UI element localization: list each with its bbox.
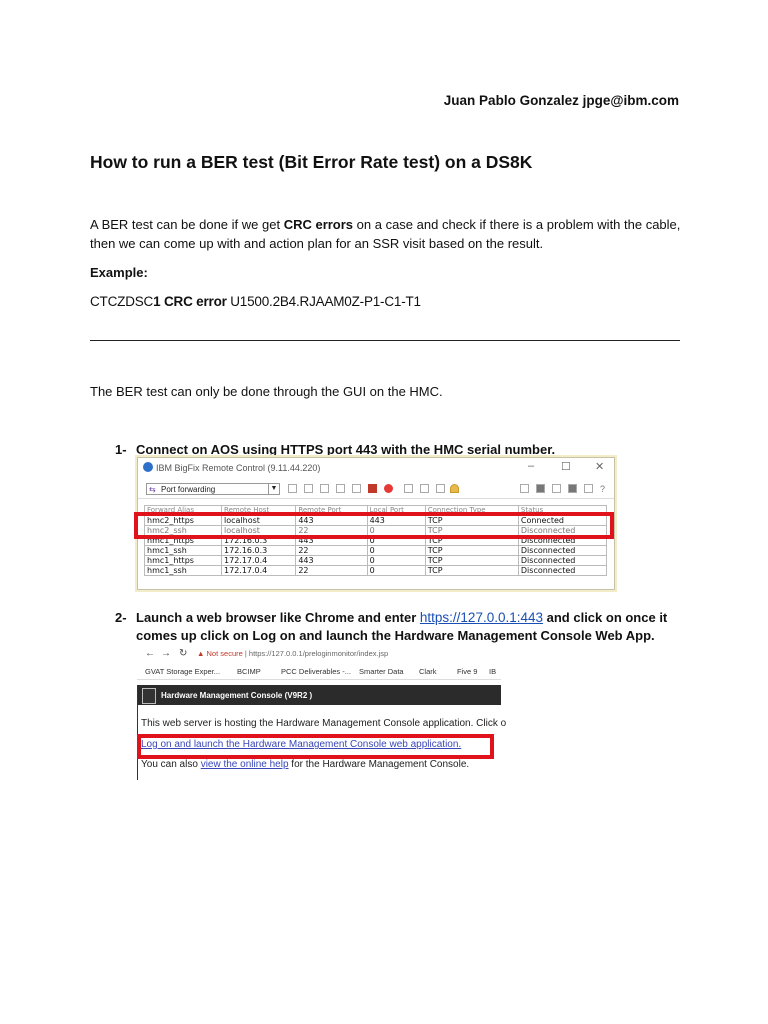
toolbar-icon[interactable] <box>536 484 545 493</box>
column-header[interactable]: Connection Type <box>425 506 518 516</box>
highlight-logon-link <box>137 734 494 759</box>
hmc-header: Hardware Management Console (V9R2 ) <box>137 685 501 705</box>
ber-gui-note: The BER test can only be done through the GUI on the HMC. <box>90 384 443 399</box>
crc-errors-emphasis: CRC errors <box>283 217 354 232</box>
step-1-text: Connect on AOS using HTTPS port 443 with the HMC serial number. <box>136 442 556 457</box>
author-line: Juan Pablo Gonzalez jpge@ibm.com <box>443 93 679 108</box>
browser-navbar <box>137 645 501 663</box>
horizontal-divider <box>90 340 680 341</box>
highlight-connected-row <box>134 512 614 539</box>
close-icon[interactable]: ✕ <box>595 461 605 473</box>
hmc-logo-icon <box>142 688 156 704</box>
bookmark-item[interactable]: IB <box>489 667 497 676</box>
intro-paragraph: A BER test can be done if we get CRC errors on a case and check if there is a problem with the cable, then we can come up with and action plan for an SSR visit based on the result. <box>90 217 681 251</box>
online-help-link[interactable]: view the online help <box>200 759 289 770</box>
minimize-icon[interactable]: – <box>528 460 535 472</box>
example-label: Example: <box>90 265 148 280</box>
localhost-link[interactable]: https://127.0.0.1:443 <box>419 610 544 625</box>
step-2-number: 2- <box>115 610 127 625</box>
table-row[interactable]: hmc1_ssh 172.16.0.3 22 0 TCP Disconnected <box>145 546 607 556</box>
bookmark-item[interactable]: PCC Deliverables -... <box>281 667 352 676</box>
crc-error-example: CTCZDSC1 CRC error U1500.2B4.RJAAM0Z-P1-C1-T1 <box>90 294 421 309</box>
chevron-down-icon: ▼ <box>268 484 279 494</box>
help-line: You can also view the online help for the Hardware Management Console. <box>141 759 470 770</box>
maximize-icon[interactable]: ☐ <box>561 461 571 473</box>
column-header[interactable]: Forward Alias <box>145 506 222 516</box>
toolbar-icon[interactable] <box>520 484 529 493</box>
bookmark-item[interactable]: Five 9 <box>457 667 478 676</box>
toolbar-icon[interactable] <box>404 484 413 493</box>
bookmark-item[interactable]: GVAT Storage Exper... <box>145 667 221 676</box>
table-row[interactable]: hmc1_ssh 172.17.0.4 22 0 TCP Disconnected <box>145 566 607 576</box>
step-2-text: Launch a web browser like Chrome and enter https://127.0.0.1:443 and click on once it comes up click on Log on and launch the Hardware Management Console Web App. <box>136 610 668 643</box>
chat-icon[interactable] <box>336 484 345 493</box>
bookmark-item[interactable]: Clark <box>419 667 437 676</box>
table-row[interactable]: hmc2_https localhost 443 443 TCP Connected <box>145 516 607 526</box>
stop-icon[interactable] <box>384 484 393 493</box>
table-row[interactable]: hmc1_https 172.17.0.4 443 0 TCP Disconnected <box>145 556 607 566</box>
logon-link[interactable]: Log on and launch the Hardware Management Console web application. <box>141 739 462 750</box>
toolbar-icon[interactable] <box>304 484 313 493</box>
toolbar-icon[interactable] <box>436 484 445 493</box>
toolbar-icon[interactable] <box>568 484 577 493</box>
address-bar[interactable]: ▲ Not secure | https://127.0.0.1/preloginmonitor/index.jsp <box>197 649 389 658</box>
toolbar-icon[interactable] <box>320 484 329 493</box>
record-icon[interactable] <box>368 484 377 493</box>
column-header[interactable]: Status <box>518 506 606 516</box>
bigfix-toolbar <box>138 480 614 499</box>
toolbar-icon[interactable] <box>288 484 297 493</box>
page-title: How to run a BER test (Bit Error Rate test) on a DS8K <box>90 152 533 172</box>
bigfix-titlebar <box>138 458 614 478</box>
reload-icon[interactable]: ↻ <box>179 648 188 659</box>
forward-icon[interactable]: → <box>161 648 171 659</box>
bookmarks-bar <box>137 665 501 680</box>
table-row[interactable]: hmc1_https 172.16.0.3 443 0 TCP Disconnected <box>145 536 607 546</box>
column-header[interactable]: Local Port <box>367 506 425 516</box>
step-1-number: 1- <box>115 442 127 457</box>
help-icon[interactable]: ? <box>600 484 606 494</box>
toolbar-icon[interactable] <box>352 484 361 493</box>
browser-screenshot <box>137 645 507 780</box>
toolbar-icon[interactable] <box>584 484 593 493</box>
bigfix-window-title: IBM BigFix Remote Control (9.11.44.220) <box>156 463 321 473</box>
toolbar-icon[interactable] <box>552 484 561 493</box>
bigfix-logo-icon <box>143 462 153 472</box>
column-header[interactable]: Remote Port <box>296 506 367 516</box>
back-icon[interactable]: ← <box>145 648 155 659</box>
bookmark-item[interactable]: BCIMP <box>237 667 261 676</box>
hmc-intro-text: This web server is hosting the Hardware Management Console application. Click o <box>141 718 507 729</box>
table-row[interactable]: hmc2_ssh localhost 22 0 TCP Disconnected <box>145 526 607 536</box>
bookmark-item[interactable]: Smarter Data <box>359 667 404 676</box>
warning-icon: ▲ <box>197 649 207 658</box>
column-header[interactable]: Remote Host <box>222 506 296 516</box>
gauge-icon[interactable] <box>450 484 459 493</box>
toolbar-icon[interactable] <box>420 484 429 493</box>
mode-select[interactable]: ⇆ Port forwarding ▼ <box>146 483 280 495</box>
port-forward-icon: ⇆ <box>149 485 156 494</box>
